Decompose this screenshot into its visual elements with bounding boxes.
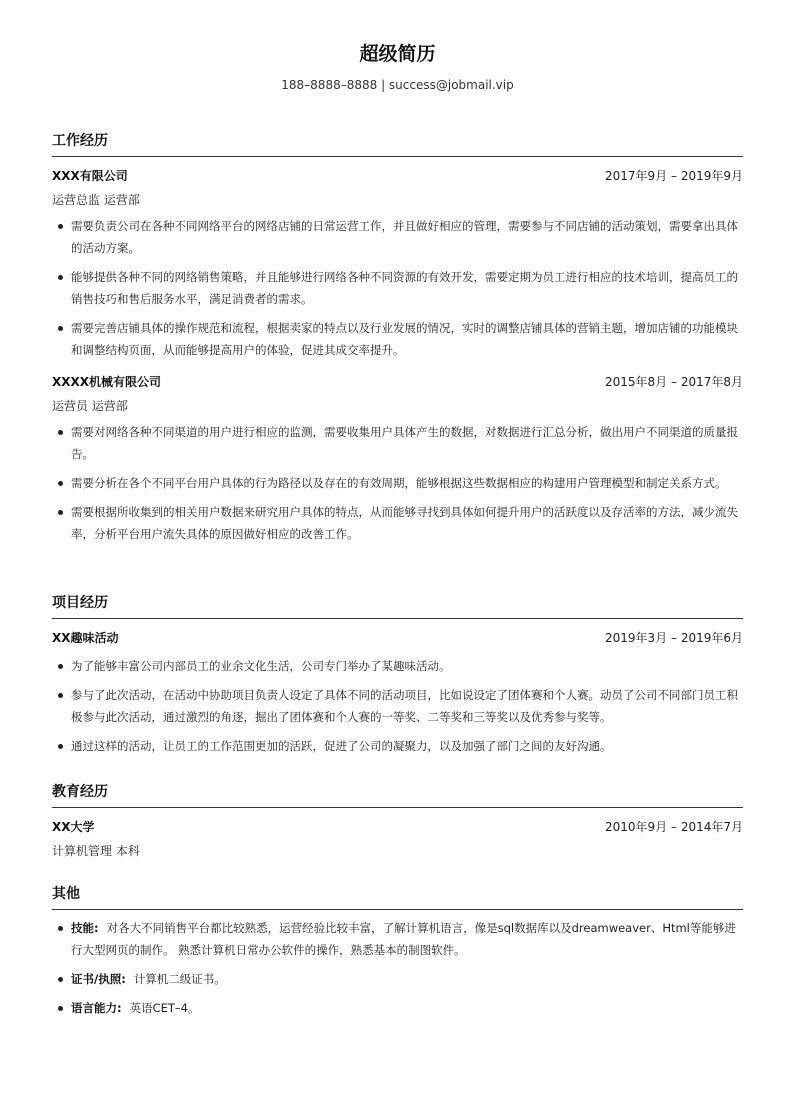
section-title: 工作经历 xyxy=(52,131,743,157)
company-name: XXXX机械有限公司 xyxy=(52,375,162,389)
company-name: XXX有限公司 xyxy=(52,169,128,183)
list-item: 能够提供各种不同的网络销售策略，并且能够进行网络各种不同资源的有效开发，需要定期为员工进行相应的技术培训，提高员工的销售技巧和售后服务水平，满足消费者的需求。 xyxy=(52,266,743,310)
project-list xyxy=(52,655,743,757)
school-name: XX大学 xyxy=(52,820,95,834)
section-title: 其他 xyxy=(52,884,743,910)
work-section xyxy=(52,131,743,361)
work-entry xyxy=(52,373,743,545)
section-title: 教育经历 xyxy=(52,782,743,808)
list-item: 为了能够丰富公司内部员工的业余文化生活，公司专门举办了某趣味活动。 xyxy=(52,655,743,677)
resume-name: 超级简历 xyxy=(359,43,436,65)
certificate-text: 计算机二级证书。 xyxy=(133,972,226,986)
list-item: 需要根据所收集到的相关用户数据来研究用户具体的特点，从而能够寻找到具体如何提升用户的活跃度以及存活率的方法，减少流失率，分析平台用户流失具体的原因做好相应的改善工作。 xyxy=(52,501,743,545)
project-name: XX趣味活动 xyxy=(52,631,119,645)
list-item: 需要对网络各种不同渠道的用户进行相应的监测，需要收集用户具体产生的数据，对数据进行汇总分析，做出用户不同渠道的质量报告。 xyxy=(52,421,743,465)
date-range: 2017年9月 – 2019年9月 xyxy=(605,169,743,183)
list-item xyxy=(52,997,743,1019)
date-range: 2015年8月 – 2017年8月 xyxy=(605,375,743,389)
skill-label: 技能: xyxy=(71,921,99,935)
duty-list xyxy=(52,215,743,361)
language-label: 语言能力: xyxy=(71,1001,122,1015)
duty-list xyxy=(52,421,743,545)
degree: 计算机管理 本科 xyxy=(52,844,140,858)
project-section xyxy=(52,593,743,757)
other-list xyxy=(52,917,743,1019)
date-range: 2019年3月 – 2019年6月 xyxy=(605,631,743,645)
job-role: 运营总监 运营部 xyxy=(52,193,140,207)
other-section xyxy=(52,884,743,1019)
list-item xyxy=(52,917,743,961)
education-entry xyxy=(52,818,743,860)
list-item: 需要分析在各个不同平台用户具体的行为路径以及存在的有效周期，能够根据这些数据相应的构建用户管理模型和制定关系方式。 xyxy=(52,472,743,494)
list-item: 参与了此次活动，在活动中协助项目负责人设定了具体不同的活动项目，比如说设定了团体赛和个人赛。动员了公司不同部门员工积极参与此次活动，通过激烈的角逐，掘出了团体赛和个人赛的一等奖、二等奖和三等奖以及优秀参与奖等。 xyxy=(52,684,743,728)
project-entry xyxy=(52,629,743,757)
list-item: 需要完善店铺具体的操作规范和流程，根据卖家的特点以及行业发展的情况，实时的调整店铺具体的营销主题，增加店铺的功能模块和调整结构页面，从而能够提高用户的体验，促进其成交率提升。 xyxy=(52,317,743,361)
list-item: 通过这样的活动，让员工的工作范围更加的活跃，促进了公司的凝聚力，以及加强了部门之间的友好沟通。 xyxy=(52,735,743,757)
certificate-label: 证书/执照: xyxy=(71,972,126,986)
job-role: 运营员 运营部 xyxy=(52,399,128,413)
contact-line: 188–8888–8888 | success@jobmail.vip xyxy=(281,78,514,92)
language-text: 英语CET–4。 xyxy=(129,1001,200,1015)
list-item xyxy=(52,968,743,990)
work-entry xyxy=(52,167,743,361)
list-item: 需要负责公司在各种不同网络平台的网络店铺的日常运营工作，并且做好相应的管理，需要参与不同店铺的活动策划，需要拿出具体的活动方案。 xyxy=(52,215,743,259)
section-title: 项目经历 xyxy=(52,593,743,619)
skill-text: 对各大不同销售平台都比较熟悉，运营经验比较丰富，了解计算机语言，像是sql数据库以及dreamweaver、Html等能够进行大型网页的制作。 熟悉计算机日常办公软件的操作，熟悉基本的制图软件。 xyxy=(71,921,736,957)
education-section xyxy=(52,782,743,860)
date-range: 2010年9月 – 2014年7月 xyxy=(605,820,743,834)
